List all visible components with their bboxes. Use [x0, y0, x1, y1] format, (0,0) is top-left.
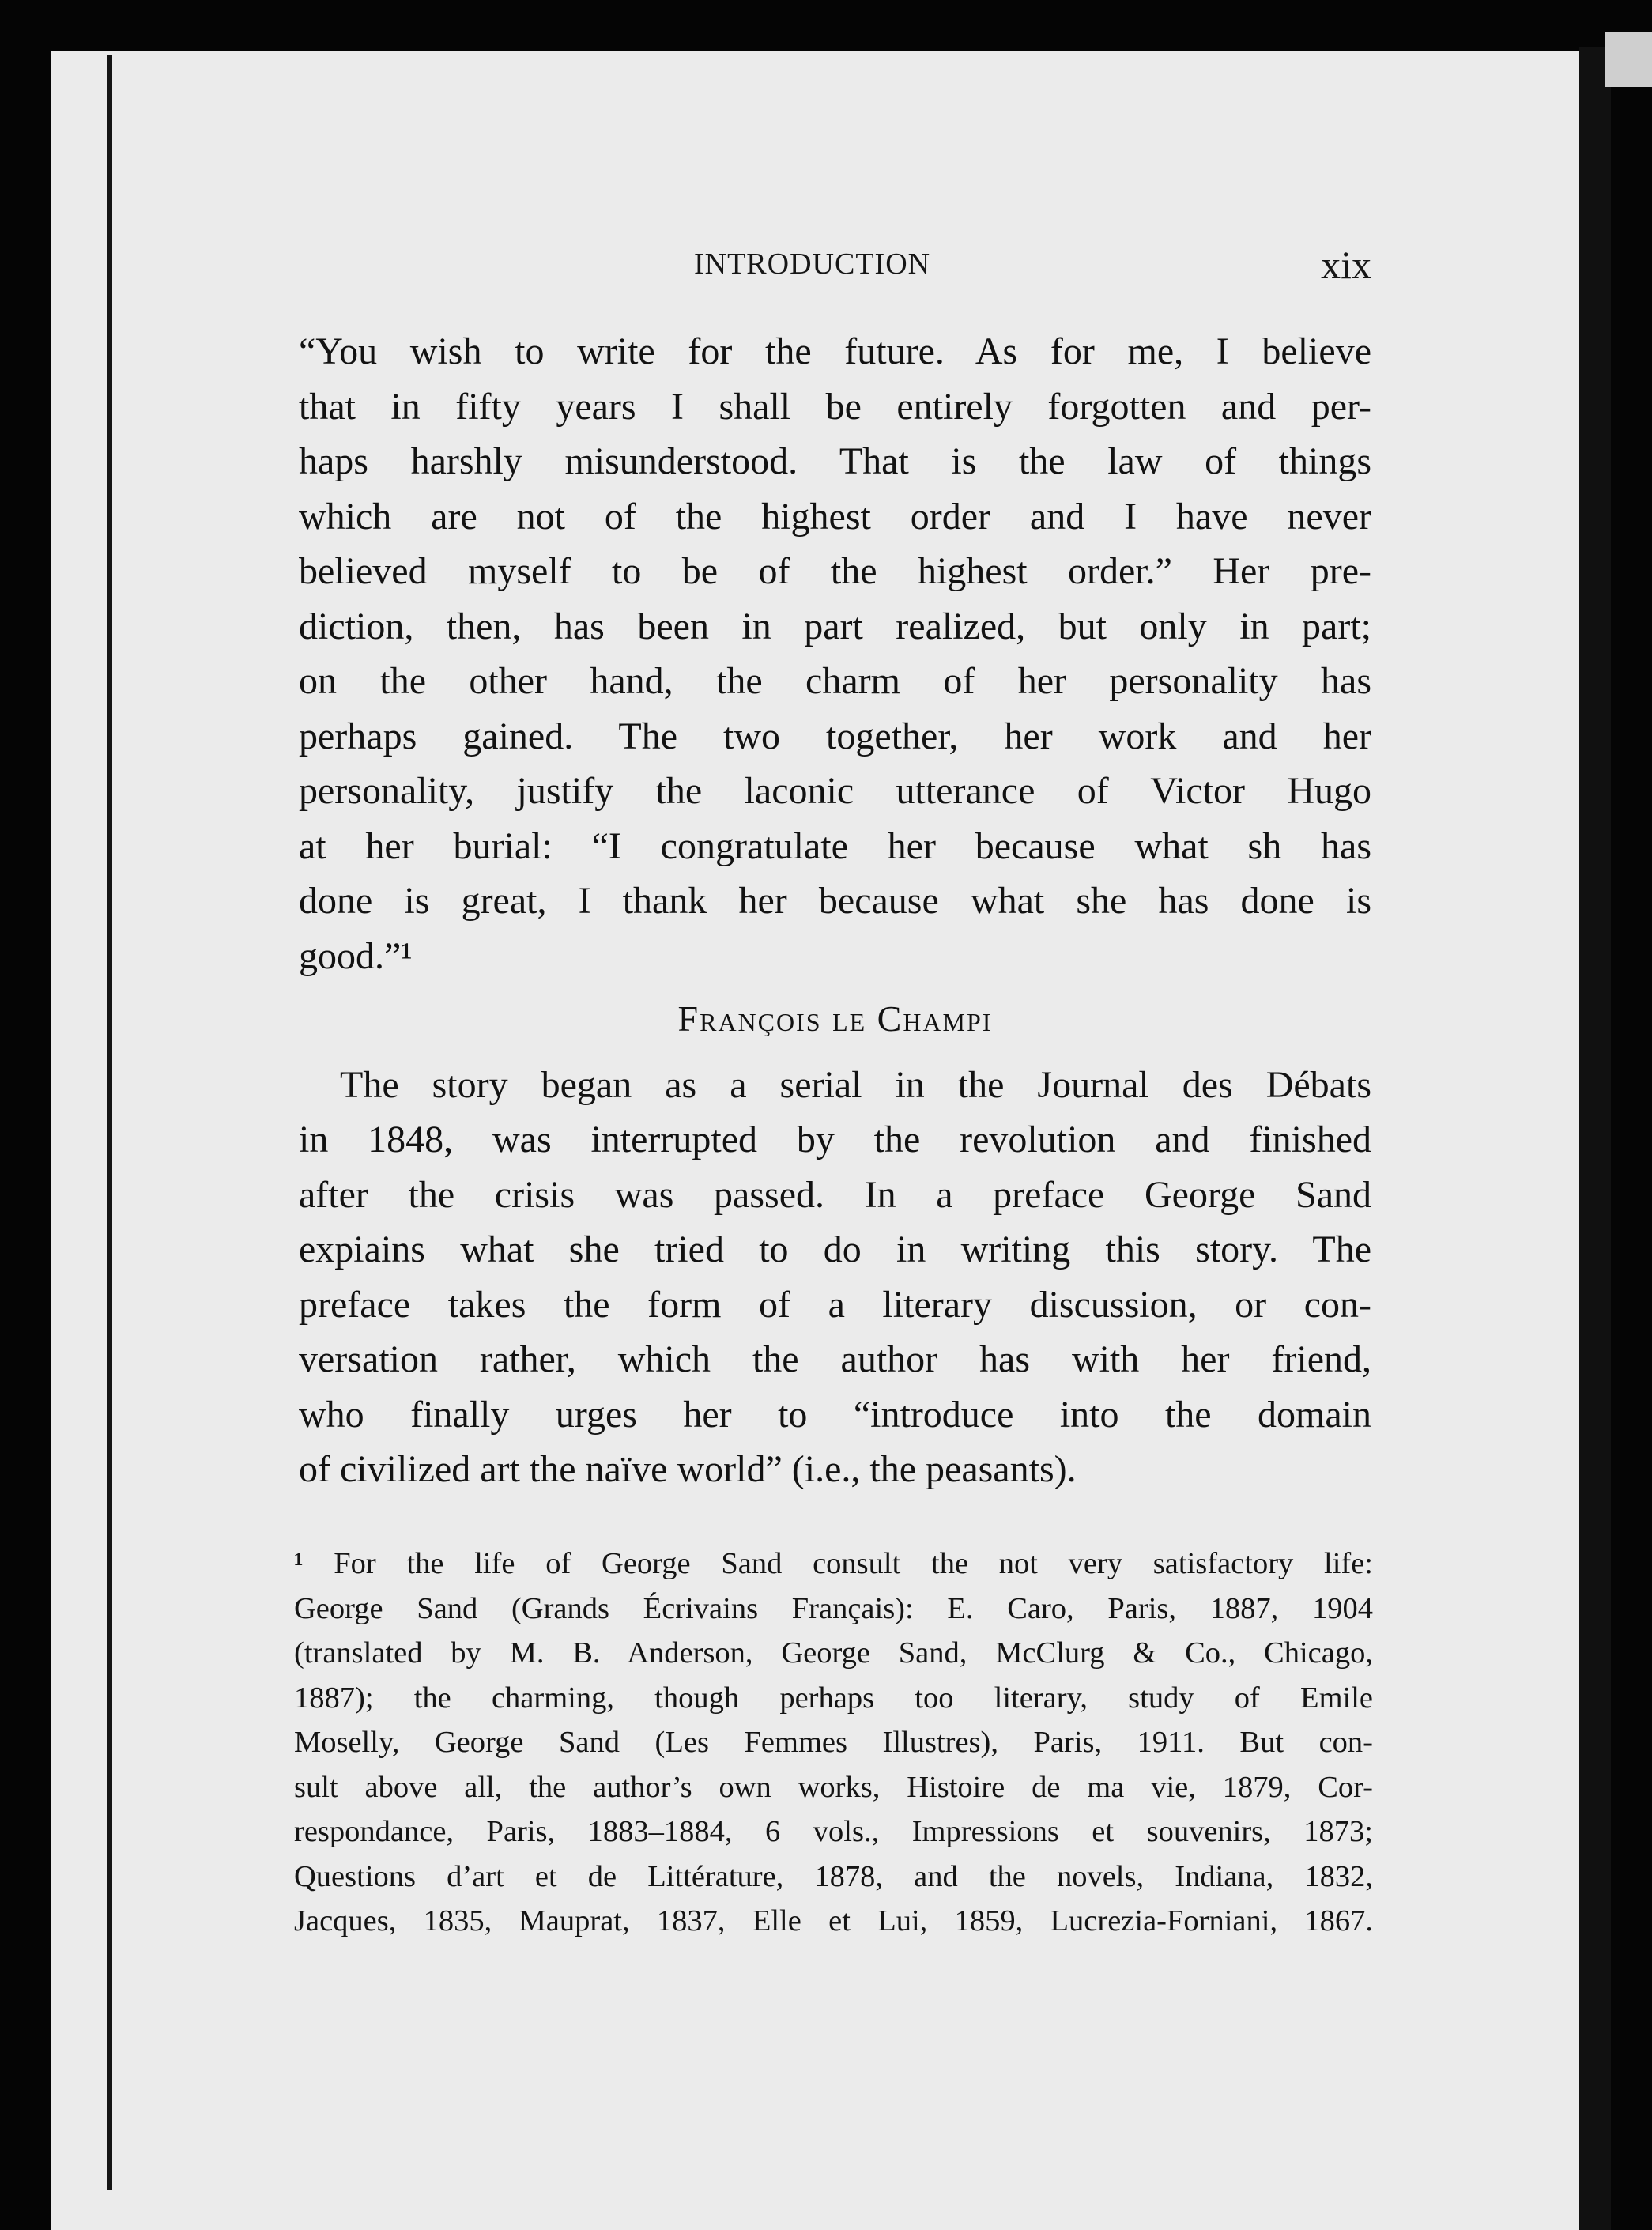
text-line: “You wish to write for the future. As for me, I believe	[299, 330, 1371, 372]
text-line: in 1848, was interrupted by the revolution and finished	[299, 1119, 1371, 1160]
section-heading: François le Champi	[677, 998, 993, 1039]
text-line: of civilized art the naïve world” (i.e., the peasants).	[299, 1448, 1077, 1490]
text-line: expiains what she tried to do in writing this story. The	[299, 1228, 1371, 1270]
page-header	[299, 243, 1371, 291]
text-line: after the crisis was passed. In a preface George Sand	[299, 1173, 1371, 1216]
footnote-line: Questions d’art et de Littérature, 1878, and the novels, Indiana, 1832,	[294, 1859, 1373, 1893]
text-line: versation rather, which the author has with her friend,	[299, 1338, 1371, 1380]
text-line: personality, justify the laconic utterance of Victor Hugo	[299, 770, 1371, 812]
body-text	[299, 324, 1371, 1497]
footnote-line: Jacques, 1835, Mauprat, 1837, Elle et Lui, 1859, Lucrezia-Forniani, 1867.	[294, 1904, 1373, 1938]
gutter-binding	[107, 55, 112, 2190]
text-line: The story began as a serial in the Journal des Débats	[340, 1063, 1371, 1106]
text-line: on the other hand, the charm of her personality has	[299, 660, 1371, 702]
text-line: believed myself to be of the highest order.” Her pre-	[299, 550, 1371, 592]
paragraph-2	[299, 1058, 1371, 1497]
text-line: perhaps gained. The two together, her work and her	[299, 715, 1371, 757]
text-line: done is great, I thank her because what she has done is	[299, 880, 1371, 922]
page-number: xix	[1321, 243, 1371, 287]
text-line: preface takes the form of a literary discussion, or con-	[299, 1283, 1371, 1326]
text-line: diction, then, has been in part realized, but only in part;	[299, 605, 1371, 647]
footnote	[294, 1541, 1373, 1944]
footnote-line: 1887); the charming, though perhaps too literary, study of Emile	[294, 1681, 1373, 1715]
text-line: at her burial: “I congratulate her because what sh has	[299, 824, 1371, 867]
running-head: INTRODUCTION	[694, 247, 931, 281]
footnote-line: George Sand (Grands Écrivains Français): E. Caro, Paris, 1887, 1904	[294, 1591, 1373, 1625]
footnote-line: sult above all, the author’s own works, Histoire de ma vie, 1879, Cor-	[294, 1770, 1373, 1804]
footnote-line: respondance, Paris, 1883–1884, 6 vols., Impressions et souvenirs, 1873;	[294, 1815, 1373, 1848]
page-edge-shadow	[1579, 47, 1611, 2230]
text-line: which are not of the highest order and I have never	[299, 495, 1371, 538]
text-line: who finally urges her to “introduce into the domain	[299, 1393, 1371, 1436]
scanner-edge	[1605, 32, 1652, 87]
paragraph-1	[299, 324, 1371, 983]
text-line: haps harshly misunderstood. That is the law of things	[299, 440, 1371, 482]
footnote-line: (translated by M. B. Anderson, George Sand, McClurg & Co., Chicago,	[294, 1636, 1373, 1670]
footnote-line: Moselly, George Sand (Les Femmes Illustres), Paris, 1911. But con-	[294, 1726, 1373, 1759]
footnote-line: ¹ For the life of George Sand consult the not very satisfactory life:	[294, 1547, 1373, 1580]
text-line: that in fifty years I shall be entirely forgotten and per-	[299, 385, 1371, 428]
text-line: good.”¹	[299, 934, 413, 977]
